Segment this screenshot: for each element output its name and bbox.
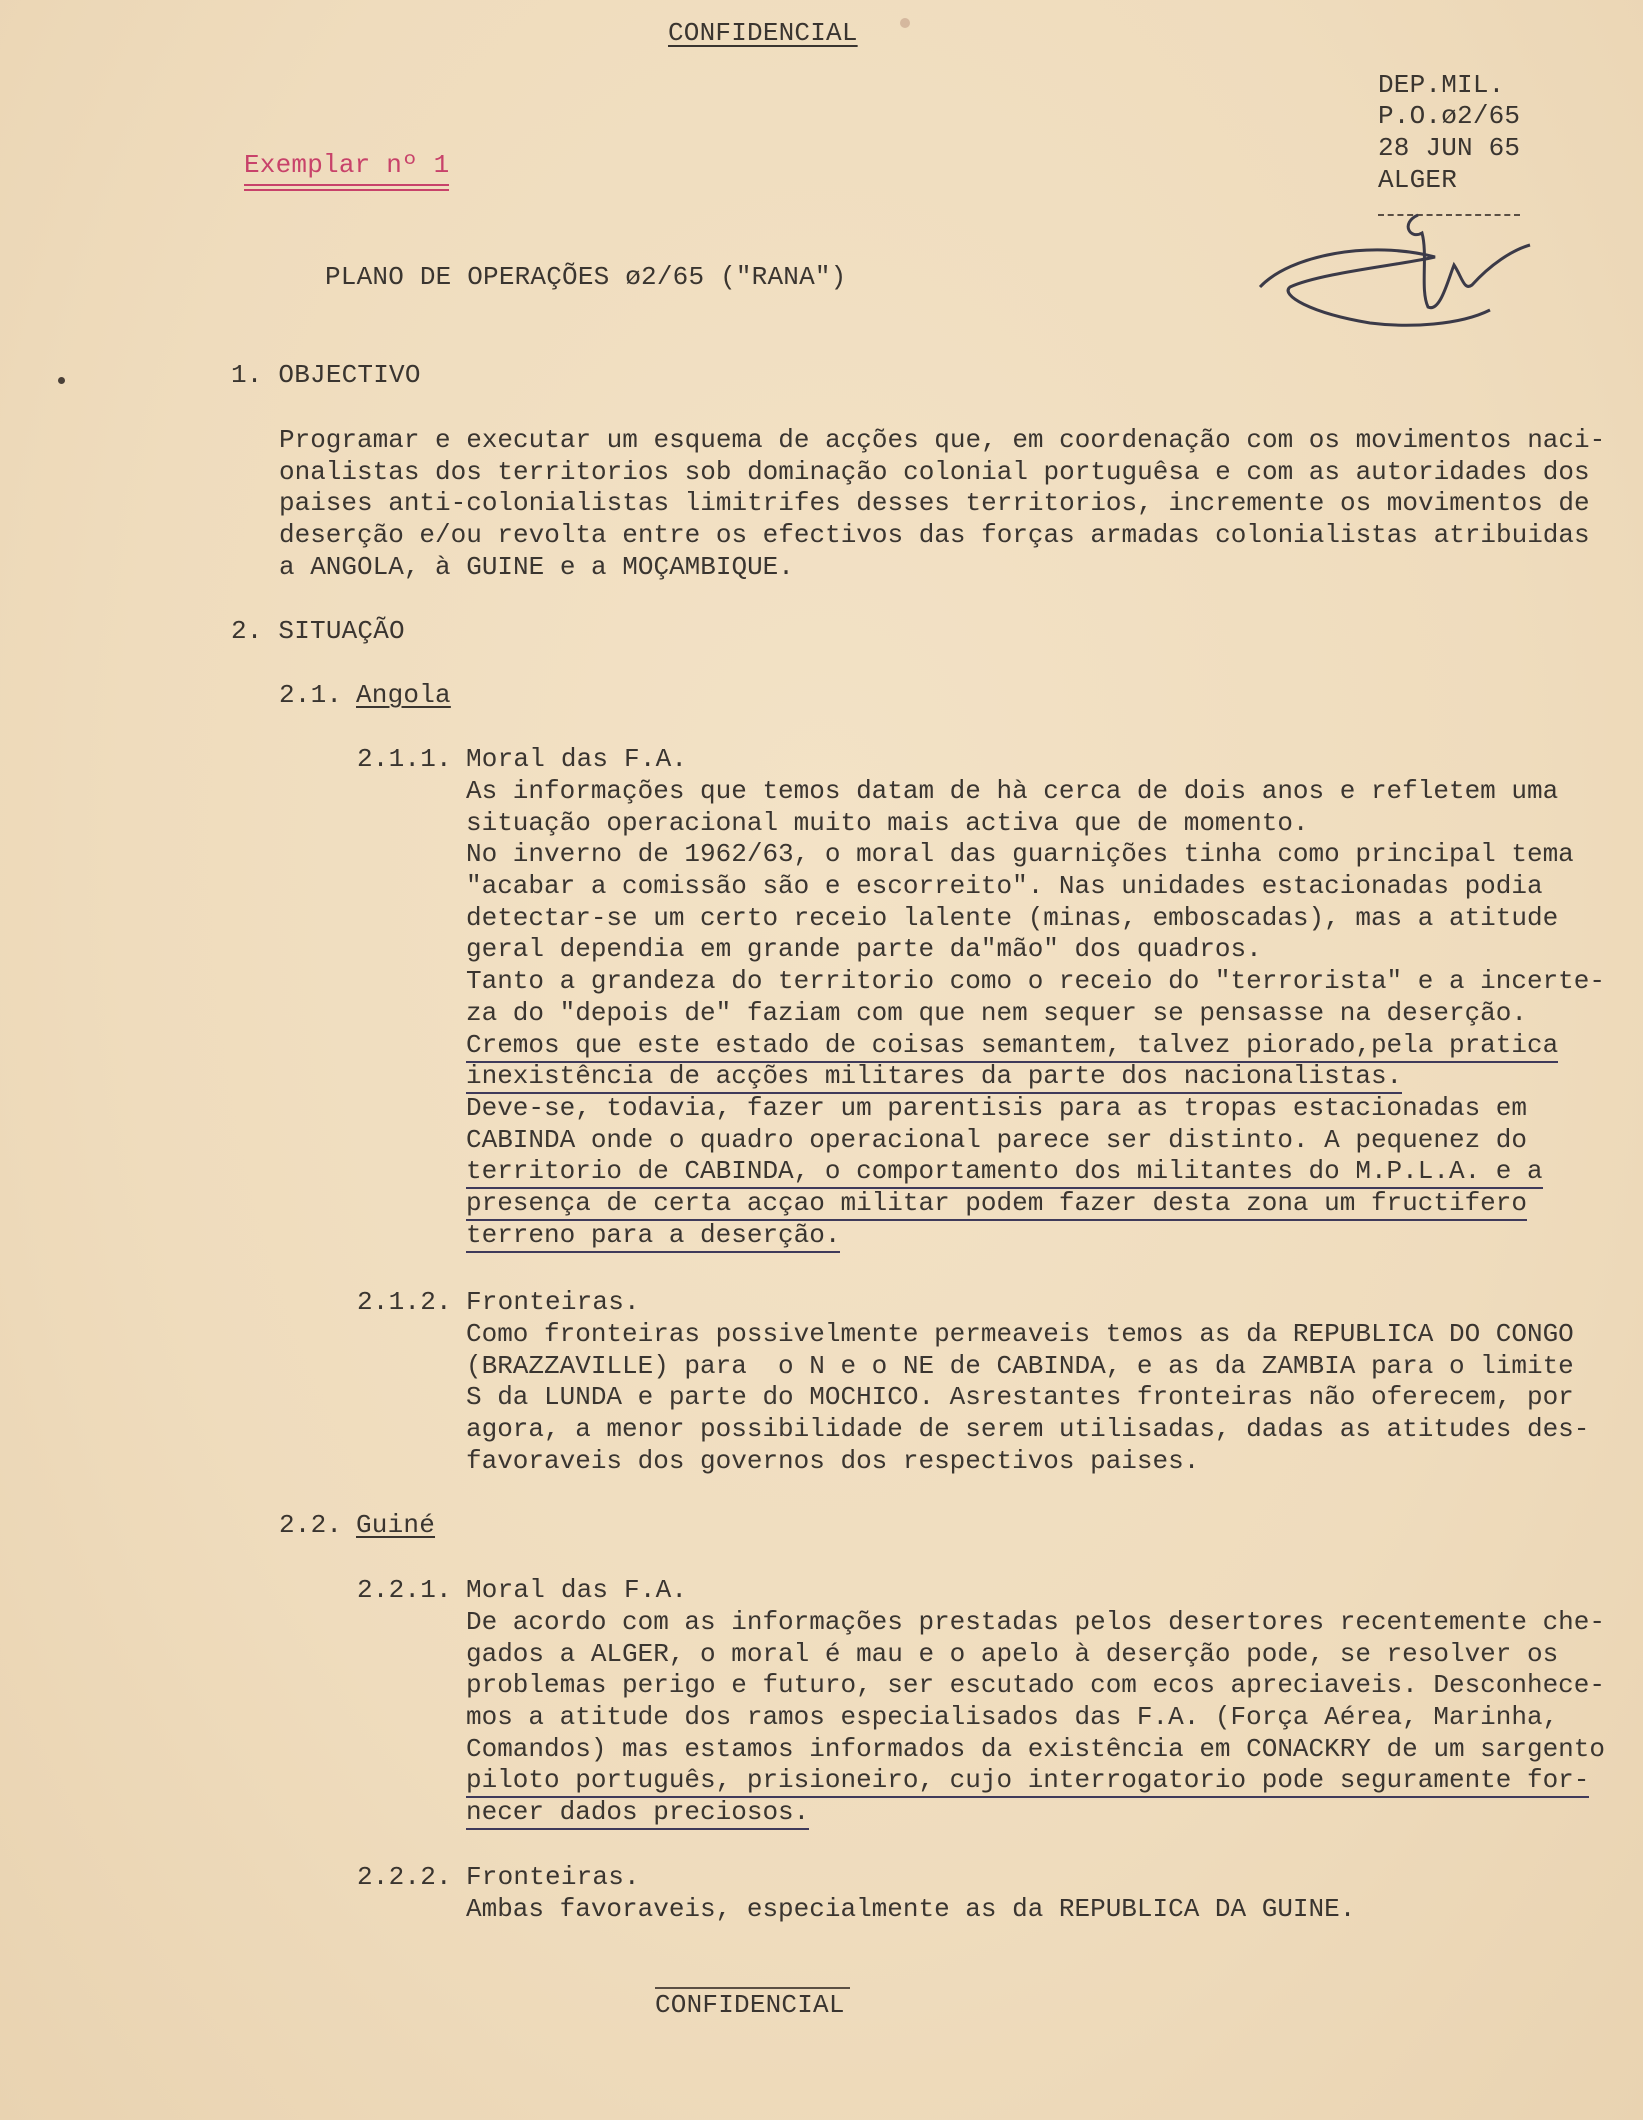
item-2-2-1-title: Moral das F.A. (466, 1575, 688, 1605)
classification-top: CONFIDENCIAL (668, 18, 858, 48)
copy-stamp: Exemplar nº 1 (244, 150, 450, 180)
text-line: No inverno de 1962/63, o moral das guarnições tinha como principal tema (466, 839, 1574, 870)
text-line: Comandos) mas estamos informados da existência em CONACKRY de um sargento (466, 1733, 1605, 1764)
text-line: deserção e/ou revolta entre os efectivos das forças armadas colonialistas atribuidas (279, 520, 1590, 551)
text-line: Como fronteiras possivelmente permeaveis temos as da REPUBLICA DO CONGO (466, 1319, 1574, 1349)
text-line-highlighted (466, 1156, 1605, 1188)
section-1-body (279, 425, 1605, 583)
text-line: geral dependia em grande parte da"mão" dos quadros. (466, 934, 1262, 965)
copy-stamp-rule-2 (244, 189, 449, 191)
classification-bottom: CONFIDENCIAL (655, 1990, 845, 2020)
item-2-1-2-number: 2.1.2. (357, 1287, 452, 1317)
ref-plan-number: P.O.ø2/65 (1378, 101, 1521, 131)
text-line: za do "depois de" faziam com que nem sequer se pensasse na deserção. (466, 997, 1527, 1028)
subsection-2-1-label: Angola (356, 680, 451, 710)
text-line-highlighted (466, 1030, 1605, 1062)
text-line: gados a ALGER, o moral é mau e o apelo à deserção pode, se resolver os (466, 1638, 1559, 1669)
document-title: PLANO DE OPERAÇÕES ø2/65 ("RANA") (325, 262, 847, 292)
item-2-1-2-body (466, 1319, 1589, 1477)
item-2-1-2-title: Fronteiras. (466, 1287, 640, 1317)
ref-date: 28 JUN 65 (1378, 133, 1521, 163)
ref-department: DEP.MIL. (1378, 70, 1505, 100)
ref-place: ALGER (1378, 165, 1458, 195)
text-line: "acabar a comissão são e escorreito". Nas unidades estacionadas podia (466, 871, 1543, 902)
text-line: Ambas favoraveis, especialmente as da REPUBLICA DA GUINE. (466, 1894, 1356, 1924)
item-2-2-2-title: Fronteiras. (466, 1862, 640, 1892)
item-2-1-1-body (466, 776, 1605, 1251)
item-2-1-1-title: Moral das F.A. (466, 744, 688, 774)
text-line-highlighted (466, 1061, 1605, 1093)
subsection-2-2-label: Guiné (356, 1510, 436, 1540)
text-line-highlighted (466, 1797, 1605, 1829)
paper-stain (900, 18, 910, 28)
text-line: paises anti-colonialistas limitrifes desses territorios, incremente os movimentos de (279, 488, 1590, 519)
subsection-2-1-number: 2.1. (279, 680, 343, 710)
text-line: a ANGOLA, à GUINE e a MOÇAMBIQUE. (279, 551, 794, 582)
text-line: onalistas dos territorios sob dominação colonial portuguêsa e com as autoridades dos (279, 456, 1590, 487)
text-line: situação operacional muito mais activa que de momento. (466, 807, 1309, 838)
text-line: CABINDA onde o quadro operacional parece ser distinto. A pequenez do (466, 1124, 1527, 1155)
text-line: agora, a menor possibilidade de serem utilisadas, dadas as atitudes des- (466, 1414, 1590, 1445)
highlighted-text: piloto português, prisioneiro, cujo interrogatorio pode seguramente for- (466, 1765, 1589, 1798)
text-line: De acordo com as informações prestadas pelos desertores recentemente che- (466, 1607, 1605, 1637)
text-line: Deve-se, todavia, fazer um parentisis para as tropas estacionadas em (466, 1092, 1527, 1123)
highlighted-text: terreno para a deserção. (466, 1220, 840, 1253)
classification-bottom-rule (655, 1987, 850, 1989)
text-line: Programar e executar um esquema de acções que, em coordenação com os movimentos naci- (279, 425, 1606, 455)
punch-mark (58, 377, 65, 384)
text-line: (BRAZZAVILLE) para o N e o NE de CABINDA, e as da ZAMBIA para o limite (466, 1350, 1574, 1381)
text-line-highlighted (466, 1188, 1605, 1220)
text-line: detectar-se um certo receio lalente (minas, emboscadas), mas a atitude (466, 902, 1559, 933)
text-line: S da LUNDA e parte do MOCHICO. Asrestantes fronteiras não oferecem, por (466, 1382, 1574, 1413)
item-2-2-1-body (466, 1607, 1605, 1829)
text-line: mos a atitude dos ramos especialisados das F.A. (Força Aérea, Marinha, (466, 1702, 1559, 1733)
highlighted-text: Cremos que este estado de coisas semantem, talvez piorado,pela pratica (466, 1030, 1558, 1063)
signature (1250, 195, 1540, 365)
text-line-highlighted (466, 1220, 1605, 1252)
item-2-2-2-number: 2.2.2. (357, 1862, 452, 1892)
text-line: favoraveis dos governos dos respectivos paises. (466, 1445, 1200, 1476)
text-line: As informações que temos datam de hà cerca de dois anos e refletem uma (466, 776, 1559, 806)
subsection-2-2-number: 2.2. (279, 1510, 343, 1540)
text-line: problemas perigo e futuro, ser escutado com ecos apreciaveis. Desconhece- (466, 1670, 1605, 1701)
highlighted-text: territorio de CABINDA, o comportamento dos militantes do M.P.L.A. e a (466, 1156, 1543, 1189)
highlighted-text: necer dados preciosos. (466, 1797, 809, 1830)
item-2-2-2-body (466, 1894, 1355, 1926)
highlighted-text: inexistência de acções militares da parte dos nacionalistas. (466, 1061, 1402, 1094)
item-2-1-1-number: 2.1.1. (357, 744, 452, 774)
text-line-highlighted (466, 1765, 1605, 1797)
section-2-heading: 2. SITUAÇÃO (231, 616, 405, 646)
text-line: Tanto a grandeza do territorio como o receio do "terrorista" e a incerte- (466, 966, 1605, 997)
highlighted-text: presença de certa acçao militar podem fazer desta zona um fructifero (466, 1188, 1527, 1221)
copy-stamp-rule (244, 184, 449, 186)
item-2-2-1-number: 2.2.1. (357, 1575, 452, 1605)
section-1-heading: 1. OBJECTIVO (231, 360, 421, 390)
